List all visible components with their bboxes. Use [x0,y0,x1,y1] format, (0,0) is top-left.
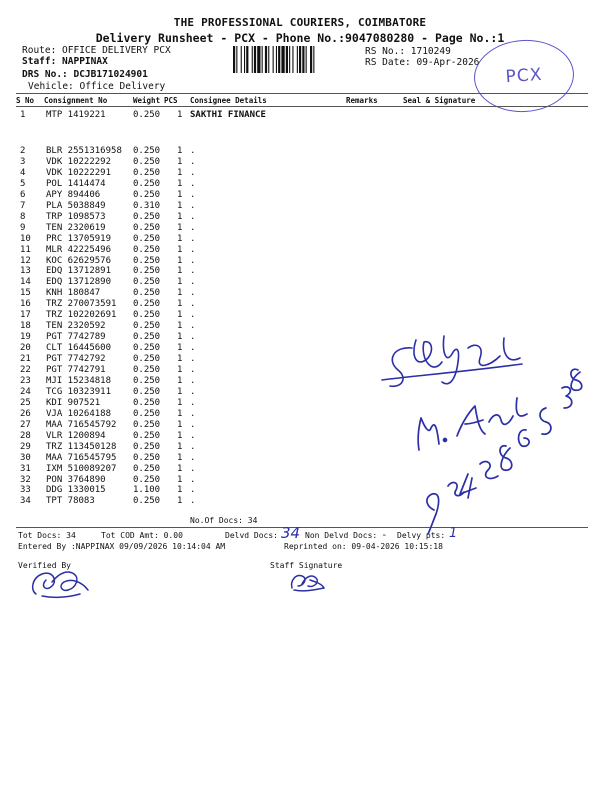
row-consignment-no: POL 1414474 [46,178,106,189]
row-consignment-no: DDG 1330015 [46,485,106,496]
route-label: Route: OFFICE DELIVERY PCX [22,45,171,56]
row-consignee: . [190,463,196,474]
phone-number-handwriting [418,348,598,538]
row-weight: 0.250 [133,463,161,474]
row-consignee: . [190,277,196,288]
row-weight: 0.250 [133,288,161,299]
col-header-weight: Weight [133,96,161,105]
tot-cod-amount: Tot COD Amt: 0.00 [101,531,183,540]
row-pcs: 1 [177,354,183,365]
row-pcs: 1 [177,310,183,321]
row-consignment-no: TRP 1098573 [46,211,106,222]
row-weight: 0.250 [133,211,161,222]
table-row [0,212,600,222]
col-header-remarks: Remarks [346,96,378,105]
row-consignee: . [190,397,196,408]
row-weight: 0.250 [133,233,161,244]
row-weight: 0.250 [133,386,161,397]
row-consignment-no: EDQ 13712890 [46,277,112,288]
table-row [0,201,600,211]
row-weight: 0.250 [133,244,161,255]
row-consignee: . [190,156,196,167]
row-consignment-no: TCG 10323911 [46,386,112,397]
no-of-docs: No.Of Docs: 34 [190,516,258,525]
row-sno: 23 [20,375,31,386]
row-sno: 4 [20,167,26,178]
row-sno: 15 [20,288,31,299]
row-sno: 32 [20,474,31,485]
row-weight: 0.250 [133,299,161,310]
row-pcs: 1 [177,365,183,375]
row-consignment-no: KOC 62629576 [46,255,112,266]
row-sno: 12 [20,255,31,266]
row-pcs: 1 [177,277,183,288]
row-pcs: 1 [177,332,183,343]
row-sno: 31 [20,463,31,474]
row-sno: 21 [20,354,31,365]
row-weight: 0.250 [133,266,161,277]
row-pcs: 1 [177,189,183,200]
row-consignee: . [190,244,196,255]
row-pcs: 1 [177,430,183,441]
row-consignment-no: MAA 716545795 [46,452,117,463]
row-pcs: 1 [177,266,183,277]
row-consignee: . [190,299,196,310]
stamp-text: PCX [504,64,544,88]
row-sno: 26 [20,408,31,419]
row-consignment-no: PGT 7742789 [46,332,106,343]
row-pcs: 1 [177,321,183,332]
row-pcs: 1 [177,178,183,189]
delvd-docs-handwritten: 34 [281,524,301,542]
row-pcs: 1 [177,496,183,507]
row-weight: 0.250 [133,277,161,288]
row-sno: 2 [20,146,26,156]
staff-label: Staff: NAPPINAX [22,56,108,67]
table-row [0,256,600,266]
row-weight: 0.250 [133,178,161,189]
company-title: THE PROFESSIONAL COURIERS, COIMBATORE [173,16,427,29]
vehicle-label: Vehicle: Office Delivery [28,81,166,92]
row-sno: 34 [20,496,31,507]
col-header-seal-signature: Seal & Signature [403,96,476,105]
row-consignment-no: MAA 716545792 [46,419,117,430]
row-weight: 0.250 [133,343,161,354]
row-pcs: 1 [177,146,183,156]
table-row [0,245,600,255]
row-consignee: . [190,200,196,211]
row-pcs: 1 [177,222,183,233]
non-delvd-handwritten: - [381,528,388,541]
row-pcs: 1 [177,397,183,408]
barcode-image [233,46,361,73]
row-sno: 20 [20,343,31,354]
row-pcs: 1 [177,343,183,354]
row-pcs: 1 [177,167,183,178]
row-weight: 0.250 [133,189,161,200]
row-sno: 27 [20,419,31,430]
row-consignment-no: PRC 13705919 [46,233,112,244]
drs-number: DRS No.: DCJB171024901 [22,69,148,80]
delvy-pts-label: Delvy pts: [397,531,446,540]
row-weight: 0.250 [133,310,161,321]
row-weight: 0.250 [133,397,161,408]
row-consignee: . [190,332,196,343]
row-consignee: . [190,354,196,365]
row-consignee: . [190,178,196,189]
row-weight: 0.250 [133,430,161,441]
row-sno: 29 [20,441,31,452]
row-sno: 6 [20,189,26,200]
row-pcs: 1 [177,233,183,244]
row-consignee: . [190,288,196,299]
row-pcs: 1 [177,463,183,474]
row-consignment-no: EDQ 13712891 [46,266,112,277]
row-consignment-no: VDK 10222292 [46,156,112,167]
row-weight: 0.250 [133,441,161,452]
row-consignment-no: MTP 1419221 [46,110,106,120]
row-consignment-no: IXM 510089207 [46,463,117,474]
row-consignee: . [190,222,196,233]
row-sno: 13 [20,266,31,277]
row-weight: 1.100 [133,485,161,496]
row-pcs: 1 [177,299,183,310]
row-consignment-no: CLT 16445600 [46,343,112,354]
col-header-consignment: Consignment No [44,96,108,105]
row-pcs: 1 [177,375,183,386]
row-consignee: . [190,167,196,178]
row-sno: 24 [20,386,31,397]
row-sno: 14 [20,277,31,288]
row-pcs: 1 [177,452,183,463]
row-sno: 1 [20,110,26,120]
row-pcs: 1 [177,419,183,430]
row-consignment-no: KDI 907521 [46,397,101,408]
table-row [0,223,600,233]
table-row [0,234,600,244]
row-weight: 0.250 [133,167,161,178]
row-pcs: 1 [177,244,183,255]
row-sno: 30 [20,452,31,463]
table-row [0,157,600,167]
row-consignee: . [190,419,196,430]
header-rule-bottom [16,106,588,107]
row-weight: 0.250 [133,110,161,120]
row-weight: 0.250 [133,332,161,343]
row-consignment-no: TEN 2320619 [46,222,106,233]
row-consignee: . [190,452,196,463]
col-header-consignee: Consignee Details [190,96,267,105]
row-consignee: . [190,485,196,496]
staff-signature-label: Staff Signature [270,561,343,570]
tot-docs: Tot Docs: 34 [18,531,76,540]
row-sno: 17 [20,310,31,321]
row-weight: 0.250 [133,419,161,430]
row-weight: 0.250 [133,408,161,419]
row-consignee: . [190,365,196,375]
row-pcs: 1 [177,211,183,222]
row-weight: 0.250 [133,255,161,266]
row-pcs: 1 [177,474,183,485]
row-consignment-no: KNH 180847 [46,288,101,299]
row-consignee: . [190,441,196,452]
col-header-sno: S No [16,96,35,105]
row-consignee: . [190,474,196,485]
row-consignment-no: TRZ 270073591 [46,299,117,310]
col-header-pcs: PCS [164,96,178,105]
pcx-stamp [472,37,577,116]
row-pcs: 1 [177,485,183,496]
row-consignment-no: VDK 10222291 [46,167,112,178]
verified-by-signature [22,560,102,600]
table-row [0,266,600,276]
row-pcs: 1 [177,156,183,167]
row-consignment-no: MLR 42225496 [46,244,112,255]
delvy-pts-handwritten: 1 [449,526,458,541]
table-row [0,288,600,298]
row-weight: 0.250 [133,222,161,233]
row-sno: 25 [20,397,31,408]
row-consignee: . [190,310,196,321]
row-consignment-no: VLR 1200894 [46,430,106,441]
row-consignee: . [190,189,196,200]
table-row [0,179,600,189]
table-row [0,168,600,178]
row-consignee: . [190,343,196,354]
rs-date: RS Date: 09-Apr-2026 [365,57,480,68]
row-weight: 0.250 [133,321,161,332]
row-pcs: 1 [177,200,183,211]
row-weight: 0.310 [133,200,161,211]
staff-signature-mark [286,568,328,594]
row-pcs: 1 [177,386,183,397]
row-sno: 5 [20,178,26,189]
table-row [0,277,600,287]
row-weight: 0.250 [133,156,161,167]
row-consignee: . [190,408,196,419]
non-delvd-docs-label: Non Delvd Docs: [305,531,378,540]
row-sno: 16 [20,299,31,310]
row-consignee: . [190,211,196,222]
row-consignment-no: APY 894406 [46,189,101,200]
row-consignment-no: MJI 15234818 [46,375,112,386]
row-consignment-no: TRZ 102202691 [46,310,117,321]
row-consignee: . [190,321,196,332]
table-row [0,110,600,120]
row-weight: 0.250 [133,354,161,365]
entered-by: Entered By :NAPPINAX 09/09/2026 10:14:04 AM [18,542,226,551]
row-pcs: 1 [177,441,183,452]
row-sno: 11 [20,244,31,255]
row-consignment-no: TPT 78083 [46,496,95,507]
table-row [0,146,600,156]
row-weight: 0.250 [133,474,161,485]
row-sno: 10 [20,233,31,244]
row-consignee: . [190,146,196,156]
row-consignment-no: PGT 7742792 [46,354,106,365]
row-weight: 0.250 [133,452,161,463]
row-sno: 28 [20,430,31,441]
row-sno: 22 [20,365,31,375]
row-consignment-no: PON 3764890 [46,474,106,485]
row-consignment-no: PGT 7742791 [46,365,106,375]
row-consignee: . [190,375,196,386]
row-sno: 7 [20,200,26,211]
row-weight: 0.250 [133,496,161,507]
rs-number: RS No.: 1710249 [365,46,451,57]
table-row [0,299,600,309]
row-consignee: . [190,233,196,244]
row-pcs: 1 [177,408,183,419]
row-sno: 8 [20,211,26,222]
row-weight: 0.250 [133,365,161,375]
row-pcs: 1 [177,110,183,120]
row-sno: 18 [20,321,31,332]
row-sno: 9 [20,222,26,233]
row-weight: 0.250 [133,146,161,156]
row-consignee: . [190,386,196,397]
row-pcs: 1 [177,255,183,266]
row-consignee: SAKTHI FINANCE [190,110,266,120]
row-consignment-no: VJA 10264188 [46,408,112,419]
row-sno: 33 [20,485,31,496]
row-consignee: . [190,430,196,441]
row-sno: 3 [20,156,26,167]
row-consignee: . [190,266,196,277]
table-row [0,190,600,200]
header-rule-top [16,93,588,94]
row-sno: 19 [20,332,31,343]
row-pcs: 1 [177,288,183,299]
row-consignment-no: PLA 5038849 [46,200,106,211]
row-consignment-no: TRZ 113450128 [46,441,117,452]
row-consignee: . [190,255,196,266]
row-consignee: . [190,496,196,507]
verified-by-label: Verified By [18,561,71,570]
runsheet-title: Delivery Runsheet - PCX - Phone No.:9047080280 - Page No.:1 [95,31,505,45]
row-consignment-no: BLR 2551316958 [46,146,122,156]
row-consignment-no: TEN 2320592 [46,321,106,332]
row-weight: 0.250 [133,375,161,386]
delvd-docs-label: Delvd Docs: [225,531,278,540]
reprinted-on: Reprinted on: 09-04-2026 10:15:18 [284,542,443,551]
